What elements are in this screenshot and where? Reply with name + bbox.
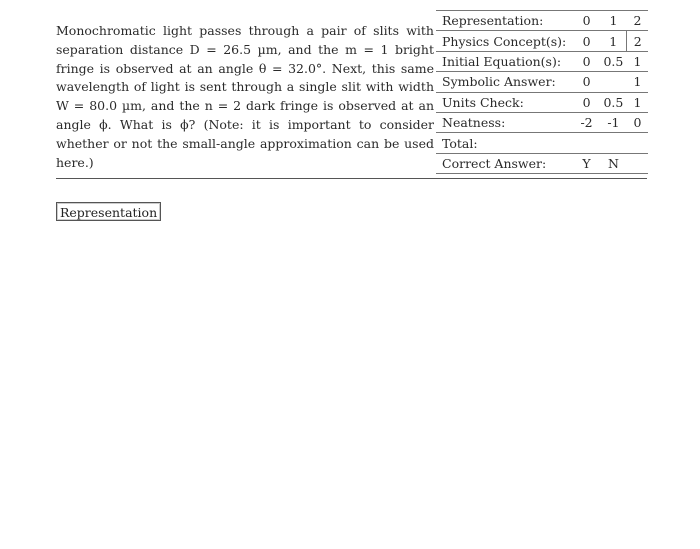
rubric-score: 1 (633, 53, 642, 69)
rubric-row-physics-concepts (436, 31, 648, 51)
rubric-label: Units Check: (442, 94, 524, 110)
rubric-score: N (607, 155, 619, 171)
rubric-score: -1 (607, 115, 620, 131)
rubric-label: Neatness: (442, 115, 506, 131)
section-divider (56, 178, 647, 179)
rubric-score: 1 (633, 94, 642, 110)
rubric-row-initial-equations (436, 51, 648, 71)
rubric-score: -2 (580, 115, 593, 131)
rubric-label: Initial Equation(s): (442, 53, 562, 69)
rubric-score: 0.5 (603, 53, 624, 69)
rubric-score: 1 (609, 13, 618, 29)
rubric-row-correct-answer (436, 153, 648, 173)
rubric-label: Correct Answer: (442, 155, 547, 171)
representation-button[interactable]: Representation (56, 202, 161, 221)
rubric-score: 0 (582, 33, 591, 49)
rubric-label: Symbolic Answer: (442, 74, 556, 90)
rubric-row-total (436, 133, 648, 153)
grading-rubric (436, 10, 648, 174)
rubric-row-representation (436, 11, 648, 31)
rubric-score (573, 133, 600, 153)
rubric-label: Physics Concept(s): (442, 33, 567, 49)
rubric-score: 0 (582, 94, 591, 110)
rubric-score: 2 (633, 13, 642, 29)
rubric-score: 1 (633, 74, 642, 90)
rubric-score: 0.5 (603, 94, 624, 110)
rubric-label: Total: (442, 135, 478, 151)
rubric-row-symbolic-answer (436, 72, 648, 92)
rubric-label: Representation: (442, 13, 544, 29)
rubric-score (627, 133, 648, 153)
rubric-score: 0 (582, 53, 591, 69)
problem-statement: Monochromatic light passes through a pair of slits with separation distance D = 26.5 µm, and the m = 1 bright fringe is observed at an angle θ = 32.0°. Next, this same wavelength of light is sent through a single slit with width W = 80.0 µm, and the n = 2 dark fringe is observed at an angle ϕ. What is ϕ? (Note: it is important to consider whether or not the small-angle approximation can be used here.) (56, 23, 434, 170)
rubric-score: 0 (633, 115, 642, 131)
rubric-score (600, 72, 627, 92)
rubric-score: 2 (627, 31, 648, 51)
rubric-score: Y (582, 155, 591, 171)
rubric-score: 0 (582, 74, 591, 90)
rubric-score: 0 (582, 13, 591, 29)
rubric-score (627, 153, 648, 173)
rubric-score (600, 133, 627, 153)
rubric-row-neatness (436, 112, 648, 132)
rubric-row-units-check (436, 92, 648, 112)
rubric-score: 1 (609, 33, 618, 49)
